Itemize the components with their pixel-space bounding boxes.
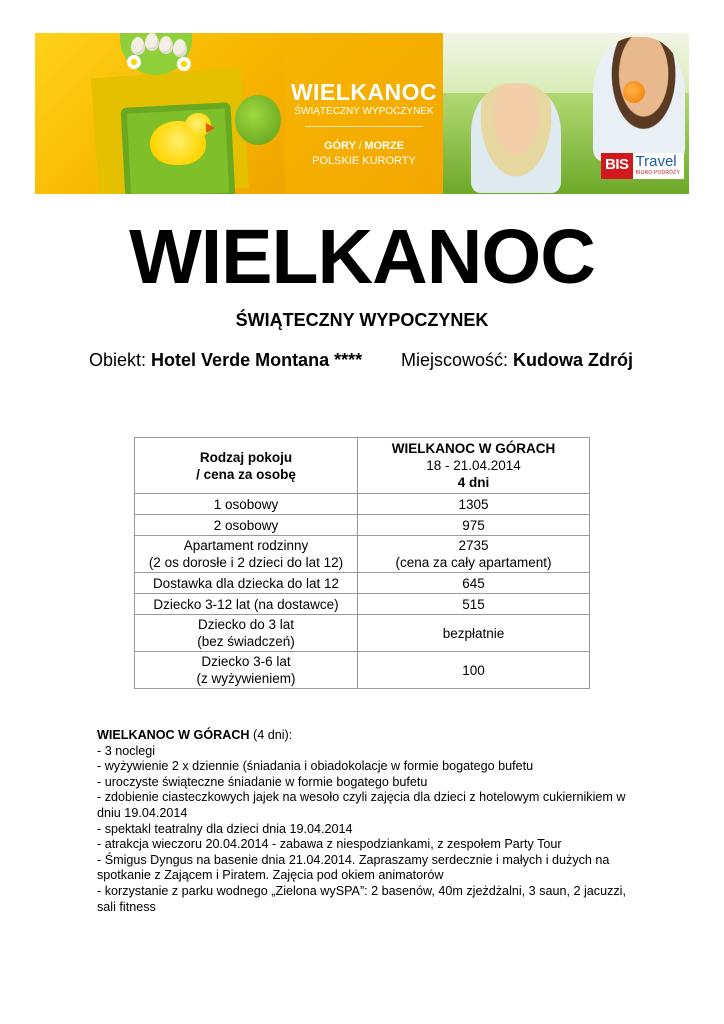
page-subtitle: ŚWIĄTECZNY WYPOCZYNEK [235,310,489,330]
table-row [135,573,590,594]
description-line: - uroczyste świąteczne śniadanie w formie bogatego bufetu [97,774,428,789]
description-heading [97,728,627,744]
price-cell [358,536,590,573]
price-table [134,437,590,689]
room-type-line1: Apartament rodzinny [183,538,309,553]
room-type-cell [135,652,358,689]
description-heading-bold: WIELKANOC W GÓRACH [97,728,250,742]
room-type-cell: 2 osobowy [135,515,358,536]
package-description [97,728,627,915]
header-room-type-line1: Rodzaj pokoju [199,449,293,465]
price-cell: 515 [358,594,590,615]
banner-text-panel [285,33,443,194]
banner-divider [305,126,423,127]
price-cell: 645 [358,573,590,594]
page-title: WIELKANOC [129,214,595,300]
location-value: Kudowa Zdrój [513,350,634,370]
logo-tagline: BIURO PODRÓŻY [635,170,681,176]
room-type-line1: Dziecko do 3 lat [197,617,295,632]
object-label: Obiekt: [89,350,147,370]
banner-sea: MORZE [364,140,405,152]
chick-beak [206,123,215,133]
object-value: Hotel Verde Montana **** [151,350,363,370]
location-label: Miejscowość: [401,350,509,370]
bis-travel-logo [601,153,684,179]
table-row [135,652,590,689]
table-row [135,494,590,515]
egg-icon [173,39,187,57]
orange-fruit [623,81,645,103]
banner-title: WIELKANOC [290,79,438,105]
banner-and: i [358,140,362,152]
object-info [89,350,362,371]
header-package-duration: 4 dni [457,475,490,490]
banner-photo-easter-table [35,33,285,194]
description-line: - atrakcja wieczoru 20.04.2014 - zabawa z niespodziankami, z zespołem Party Tour [97,837,562,852]
room-type-line2: (z wyżywieniem) [196,671,296,686]
banner-resorts: POLSKIE KURORTY [312,155,416,167]
price-line1: 2735 [458,538,489,553]
description-line: - zdobienie ciasteczkowych jajek na wesoło czyli zajęcia dla dzieci z hotelowym cukiernikiem w dniu 19.04.2014 [97,790,626,820]
header-package [358,438,590,494]
egg-icon [131,37,145,55]
header-room-type [135,438,358,494]
description-line: - korzystanie z parku wodnego „Zielona wySPA”: 2 basenów, 40m zjeżdżalni, 3 saun, 2 jacuzzi, sali fitness [97,883,626,914]
room-type-cell [135,536,358,573]
easter-banner [35,33,689,194]
header-room-type-line2: / cena za osobę [196,466,296,482]
price-cell: 100 [358,652,590,689]
description-line: - 3 noclegi [97,743,156,758]
green-cup [235,95,281,145]
description-line: - Śmigus Dyngus na basenie dnia 21.04.2014. Zapraszamy serdecznie i małych i dużych na spotkanie z Zającem i Piratem. Zajęcia pod okiem animatorów [97,852,610,883]
table-row [135,515,590,536]
table-header-row [135,438,590,494]
price-cell: 1305 [358,494,590,515]
logo-travel-text: Travel [635,153,677,170]
header-package-name: WIELKANOC W GÓRACH [391,441,556,456]
room-type-line2: (2 os dorosłe i 2 dzieci do lat 12) [148,555,344,570]
banner-subtitle: ŚWIĄTECZNY WYPOCZYNEK [294,106,434,117]
description-line: - wyżywienie 2 x dziennie (śniadania i obiadokolacje w formie bogatego bufetu [97,759,534,774]
table-row [135,594,590,615]
header-package-dates: 18 - 21.04.2014 [426,458,521,473]
logo-bis: BIS [601,153,633,179]
banner-photo-couple [443,33,689,194]
description-heading-suffix: (4 dni): [249,728,293,742]
banner-destinations [285,140,443,152]
room-type-cell: 1 osobowy [135,494,358,515]
room-type-line2: (bez świadczeń) [197,634,295,649]
room-type-cell: Dostawka dla dziecka do lat 12 [135,573,358,594]
table-row [135,536,590,573]
banner-mountains: GÓRY [323,140,356,152]
flower-icon [177,57,191,71]
room-type-cell: Dziecko 3-12 lat (na dostawce) [135,594,358,615]
room-type-line1: Dziecko 3-6 lat [201,654,291,669]
price-line2: (cena za cały apartament) [395,555,552,570]
flower-icon [127,55,141,69]
table-row [135,615,590,652]
price-cell: 975 [358,515,590,536]
room-type-cell [135,615,358,652]
description-line: - spektakl teatralny dla dzieci dnia 19.04.2014 [97,821,353,836]
logo-travel [633,153,685,179]
photo-woman [471,83,561,193]
location-info [401,350,633,371]
egg-icon [159,36,173,54]
egg-icon [145,33,159,51]
price-cell: bezpłatnie [358,615,590,652]
